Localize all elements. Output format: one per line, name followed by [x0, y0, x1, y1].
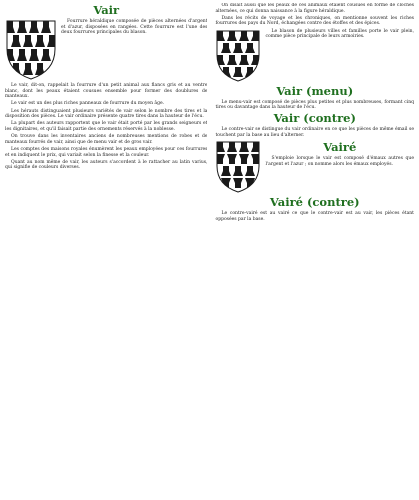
- heading-vaire: Vairé: [323, 140, 357, 155]
- right-column: [215, 3, 414, 500]
- vaire-para: S'emploie lorsque le vair est composé d'émaux autres que l'argent et l'azur ; on nomme alors les émaux employés.: [265, 156, 414, 167]
- vair-para-3: Les hérauts distinguaient plusieurs variétés de vair selon le nombre des tires et la disposition des pièces. Le vair ordinaire présente quatre tires dans la hauteur de l'écu.: [5, 108, 208, 120]
- vair-plein-shield-icon: [215, 29, 261, 83]
- heading-vair-contre: Vair (contre): [273, 111, 356, 126]
- vair-para-7: Quant au nom même de vair, les auteurs s'accordent à le rattacher au latin varius, qui signifie de couleurs diverses.: [5, 159, 208, 171]
- menu-para: Le menu-vair est composé de pièces plus petites et plus nombreuses, formant cinq tires ou davantage dans la hauteur de l'écu.: [215, 99, 414, 111]
- vair-intro: [61, 19, 207, 37]
- vair-intro-para: Fourrure héraldique composée de pièces alternées d'argent et d'azur, disposées en rangées. Cette fourrure est l'une des deux fourrures principales du blason.: [61, 19, 208, 36]
- right-para-top: Dans les récits de voyage et les chroniques, on mentionne souvent les riches fourrures des pays du Nord, échangées contre des étoffes et des épices.: [215, 15, 414, 27]
- vair-para-1: Le vair, dit-on, rappelait la fourrure d'un petit animal aux flancs gris et au ventre blanc, dont les peaux étaient cousues ensemble pour former des doublures de manteaux.: [5, 83, 208, 100]
- heading-vaire-contre: Vairé (contre): [269, 195, 360, 210]
- vair-para-6: Les comptes des maisons royales énumèrent les peaux employées pour ces fourrures et en indiquent le prix, qui variait selon la finesse et la couleur.: [5, 146, 208, 158]
- vair-para-5: On trouve dans les inventaires anciens de nombreuses mentions de robes et de manteaux fourrés de vair, ainsi que de menu vair et de gros vair.: [5, 134, 208, 145]
- vair-shield-icon: [5, 19, 57, 81]
- city-shield-row: [215, 29, 414, 83]
- heading-vair-menu: Vair (menu): [276, 83, 354, 98]
- vair-para-4: La plupart des auteurs rapportent que le vair était porté par les grands seigneurs et les dignitaires, et qu'il faisait partie des ornements réservés à la noblesse.: [5, 121, 208, 132]
- contre-vair-shield-icon: [215, 140, 261, 194]
- left-column: [5, 3, 207, 500]
- vair-shield-row: [5, 19, 207, 81]
- contre-para: Le contre-vair se distingue du vair ordinaire en ce que les pièces de même émail se touchent par la base au lieu d'alterner.: [215, 127, 414, 138]
- heading-vair: Vair: [93, 3, 120, 17]
- city-para: Le blason de plusieurs villes et familles porte le vair plein, comme pièce principale de leurs armoiries.: [265, 28, 414, 40]
- vaire-text: [265, 140, 414, 169]
- right-intro-para: On disait aussi que les peaux de ces animaux étaient cousues en forme de cloches alternées, ce qui donna naissance à la figure héraldique.: [215, 3, 414, 14]
- vaire-contre-para: Le contre-vairé est au vairé ce que le contre-vair est au vair, les pièces étant opposées par la base.: [215, 211, 414, 222]
- city-text: [265, 29, 414, 42]
- vair-para-2: Le vair est un des plus riches panneaux de fourrure du moyen âge.: [11, 101, 165, 107]
- vaire-shield-row: [215, 140, 414, 194]
